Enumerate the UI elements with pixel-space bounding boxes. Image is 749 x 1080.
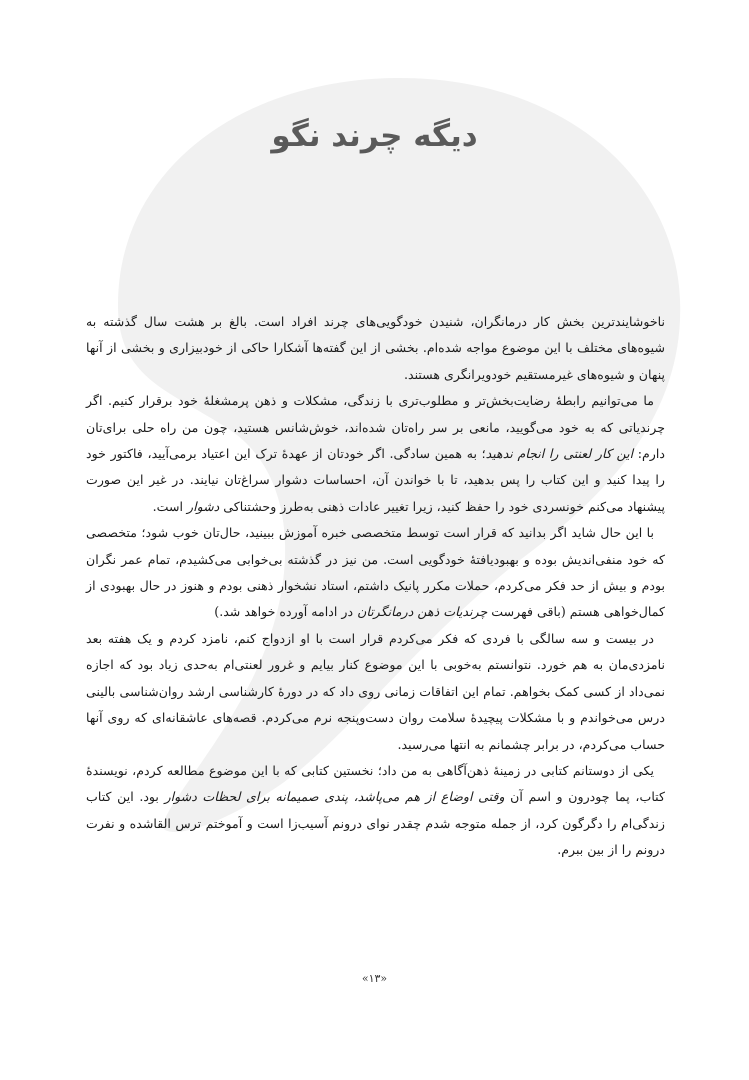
body-paragraph <box>86 520 665 626</box>
paragraph-text: است. <box>152 498 188 514</box>
body-paragraph <box>86 388 665 520</box>
paragraph-text: در ادامه آورده خواهد شد.) <box>214 604 358 620</box>
paragraph-text: با این حال شاید اگر بدانید که قرار است توسط متخصصی خبره آموزش ببینید، حال‌تان خوب شود؛ متخصصی که خود منفی‌اندیش بوده و بهبودیافتهٔ خودگویی است. من نیز در گذشته بی‌خوابی می‌کشیدم، تمام عمر نگران بودم و بیش از حد فکر می‌کردم، حملات مکرر پانیک داشتم، استاد نشخوار ذهنی بودم و هنوز در حال بهبودی از کمال‌خواهی هستم (باقی فهرست <box>86 525 665 620</box>
paragraph-text: در بیست و سه سالگی با فردی که فکر می‌کردم قرار است با او ازدواج کنم، نامزد کردم و یک هفته بعد نامزدی‌مان به هم خورد. نتوانستم به‌خوبی با این موضوع کنار بیایم و غرور لعنتی‌ام به‌حدی زیاد بود که اجازه نمی‌داد از کسی کمک بخواهم. تمام این اتفاقات زمانی روی داد که در دورهٔ کارشناسی ارشد روان‌شناسی بالینی درس می‌خواندم و با مشکلات پیچیدهٔ سلامت روان دست‌وپنجه نرم می‌کردم. قصه‌های عاشقانه‌ای که روی آنها حساب می‌کردم، در برابر چشمانم به انتها می‌رسید. <box>86 630 665 752</box>
paragraph-text: ما می‌توانیم رابطهٔ رضایت‌بخش‌تر و مطلوب‌تری با زندگی، مشکلات و ذهن پرمشغلهٔ خود برقرار کنیم. اگر چرندیاتی که به خود می‌گویید، مانعی بر سر راه‌تان شده‌اند، خوش‌شانس هستید، چون من راه حلی برای‌تان دارم: <box>86 393 665 462</box>
body-paragraph <box>86 626 665 758</box>
emphasized-text: این کار لعنتی را انجام ندهید <box>485 446 634 462</box>
body-paragraph <box>86 309 665 388</box>
paragraph-text: یکی از دوستانم کتابی در زمینهٔ ذهن‌آگاهی به من داد؛ نخستین کتابی که با این موضوع مطالعه کردم، نویسندهٔ کتاب، پما چودرون و اسم آن <box>86 762 665 805</box>
paragraph-text: بود. این کتاب زندگی‌ام را دگرگون کرد، از جمله متوجه شدم چقدر نوای درونم آسیب‌زا است و آموختم ترس القاشده و نفرت درونم را از بین ببرم. <box>86 789 665 858</box>
page-title: دیگه چرند نگو <box>271 118 478 154</box>
emphasized-text: دشوار <box>187 498 220 514</box>
body-text <box>86 309 665 864</box>
emphasized-text: وقتی اوضاع از هم می‌پاشد، پندی صمیمانه برای لحظات دشوار <box>164 789 505 805</box>
paragraph-text: ؛ به همین سادگی. اگر خودتان از عهدهٔ ترک این اعتیاد برمی‌آیید، فاکتور خود را پیدا کنید و این کتاب را پس بدهید، تا با خواندن آن، احساسات دشوار سراغ‌تان نیایند. در غیر این صورت پیشنهاد می‌کنم خونسردی خود را حفظ کنید، زیرا تغییر عادات ذهنی به‌طرز وحشتناکی <box>86 446 665 514</box>
paragraph-text: ناخوشایندترین بخش کار درمانگران، شنیدن خودگویی‌های چرند افراد است. بالغ بر هشت سال گذشته به شیوه‌های مختلف با این موضوع مواجه شده‌ام. بخشی از این گفته‌ها آشکارا حاکی از خودبیزاری و بخشی از آنها پنهان و شیوه‌های غیرمستقیم خودویرانگری هستند. <box>86 314 665 382</box>
body-paragraph <box>86 758 665 864</box>
page-number: «۱۳» <box>361 972 388 985</box>
emphasized-text: چرندیات ذهن درمانگرتان <box>357 604 488 620</box>
